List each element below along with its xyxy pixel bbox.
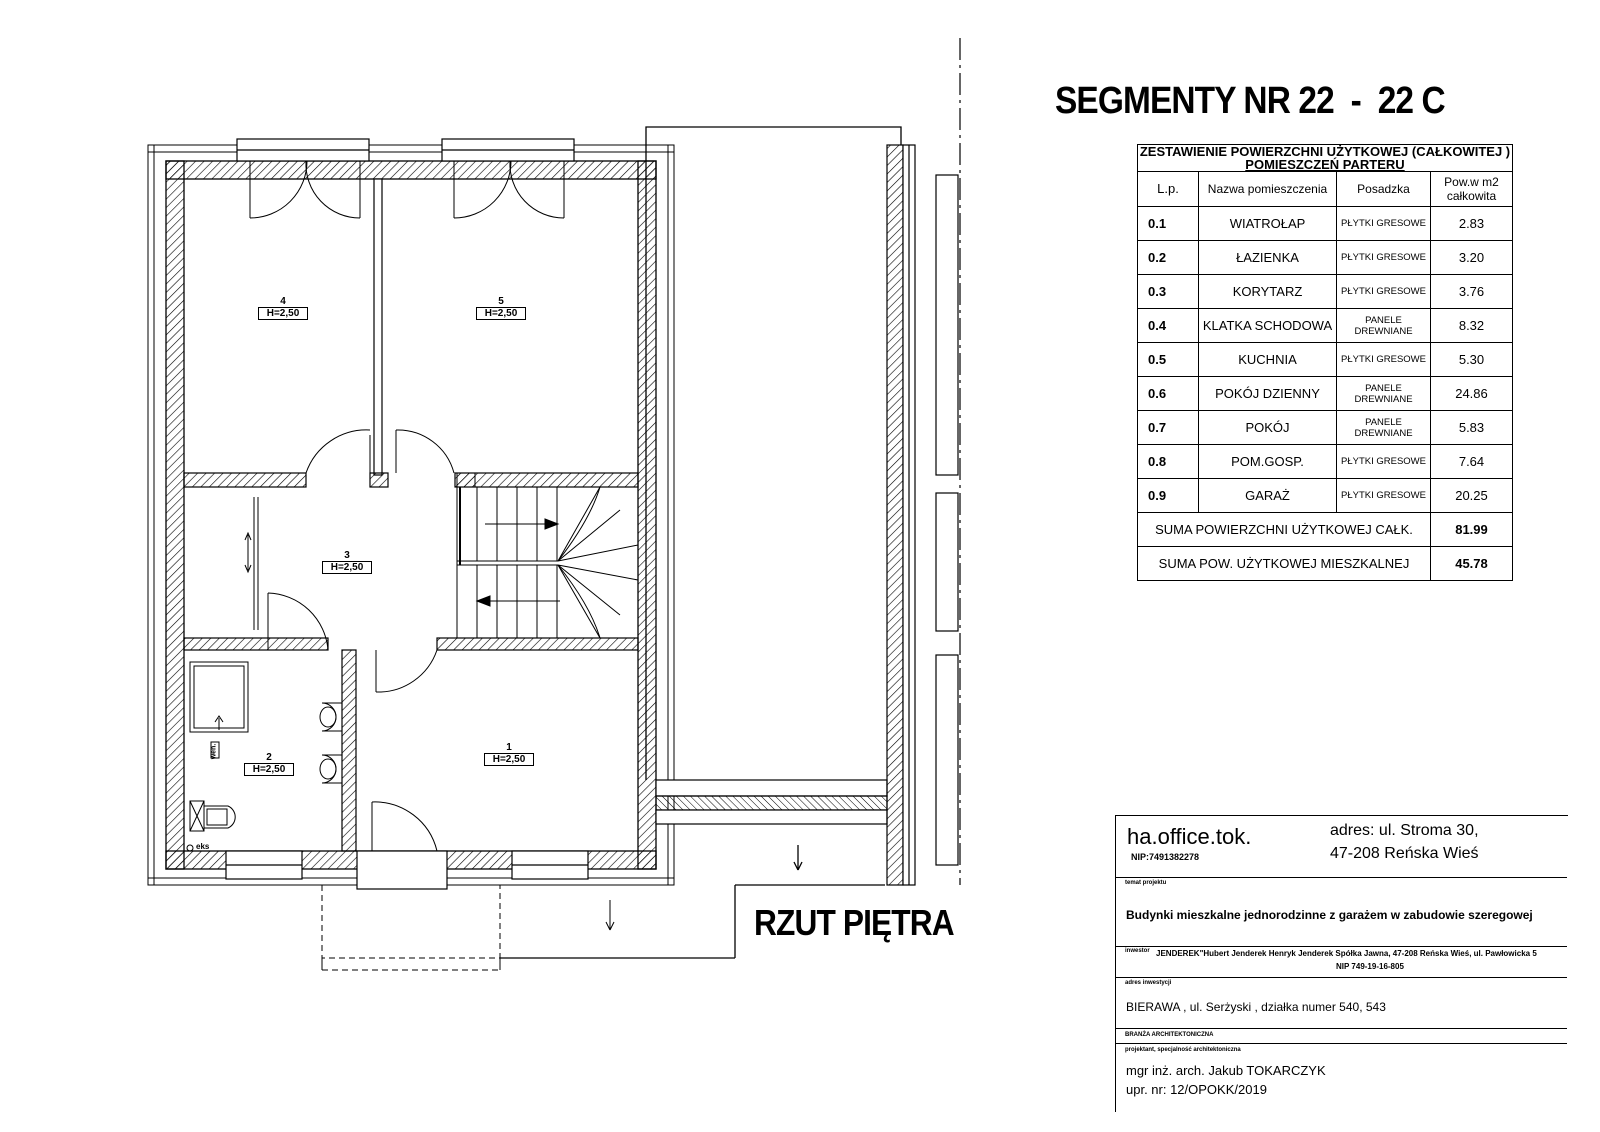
row-name: POKÓJ [1199,411,1337,445]
row-floor [1337,309,1431,343]
row-area: 20.25 [1431,479,1513,513]
row-name: ŁAZIENKA [1199,241,1337,275]
row-lp: 0.1 [1138,207,1199,241]
tb-line-2 [1115,946,1567,947]
room1-door [376,650,437,692]
label-branch: BRANŻA ARCHITEKTONICZNA [1125,1032,1214,1038]
tb-line-1 [1115,877,1567,878]
area-table [1137,144,1513,581]
office-address-2: 47-208 Reńska Wieś [1330,845,1479,862]
row-lp: 0.3 [1138,275,1199,309]
row-lp: 0.2 [1138,241,1199,275]
room-number: 5 [498,296,504,307]
row-area: 8.32 [1431,309,1513,343]
tb-line-4 [1115,1028,1567,1029]
garage-beam [656,780,887,824]
row-name: KUCHNIA [1199,343,1337,377]
table-row [1138,479,1513,513]
row-floor-line1: PŁYTKI GRESOWE [1341,252,1426,263]
row-floor-line1: PŁYTKI GRESOWE [1341,456,1426,467]
caption-line-2: POMIESZCZEŃ PARTERU [1245,157,1405,172]
row-floor [1337,241,1431,275]
label-topic: temat projektu [1125,880,1167,886]
table-row [1138,275,1513,309]
row-area: 5.30 [1431,343,1513,377]
tb-line-3 [1115,977,1567,978]
room-height: H=2,50 [476,307,526,320]
row-floor-line1: PŁYTKI GRESOWE [1341,218,1426,229]
row-floor [1337,479,1431,513]
plan-title: RZUT PIĘTRA [754,902,954,943]
room-label-1 [484,742,534,766]
label-investor: inwestor [1125,948,1150,954]
outer-walls [166,161,656,869]
row-area: 2.83 [1431,207,1513,241]
row-floor-line1: PANELE [1365,314,1402,326]
row-lp: 0.5 [1138,343,1199,377]
bottom-windows [226,851,588,889]
room-number: 3 [344,550,350,561]
row-floor-line1: PŁYTKI GRESOWE [1341,286,1426,297]
room-label-2 [244,752,294,776]
table-row [1138,377,1513,411]
row-floor [1337,207,1431,241]
tb-line-5 [1115,1043,1567,1044]
room-label-5 [476,296,526,320]
row-name: POKÓJ DZIENNY [1199,377,1337,411]
col-name: Nazwa pomieszczenia [1199,172,1337,207]
row-lp: 0.8 [1138,445,1199,479]
neighbour-wall [887,145,958,885]
row-floor-line1: PŁYTKI GRESOWE [1341,354,1426,365]
row-name: WIATROŁAP [1199,207,1337,241]
row-floor-line2: DREWNIANE [1354,427,1413,439]
row-area: 24.86 [1431,377,1513,411]
caption-line-1: ZESTAWIENIE POWIERZCHNI UŻYTKOWEJ (CAŁKOWITEJ ) [1139,144,1511,159]
row-floor [1337,275,1431,309]
sum-total-value: 81.99 [1431,513,1513,547]
col-area-line2: całkowita [1446,189,1497,203]
room-label-4 [258,296,308,320]
sum-living-row [1138,547,1513,581]
row-lp: 0.7 [1138,411,1199,445]
canopy-outline [322,885,614,970]
row-floor [1337,377,1431,411]
investment-address: BIERAWA , ul. Serżyski , działka numer 540, 543 [1126,1000,1386,1014]
room-height: H=2,50 [258,307,308,320]
table-row [1138,207,1513,241]
row-area: 3.76 [1431,275,1513,309]
entrance-door [372,802,437,851]
row-floor [1337,411,1431,445]
interior-walls [184,179,638,851]
row-lp: 0.6 [1138,377,1199,411]
office-nip: NIP:7491382278 [1131,852,1200,862]
col-area [1431,172,1513,207]
row-name: GARAŻ [1199,479,1337,513]
row-floor-line1: PANELE [1365,416,1402,428]
sum-total-label: SUMA POWIERZCHNI UŻYTKOWEJ CAŁK. [1138,513,1431,547]
row-lp: 0.9 [1138,479,1199,513]
room-number: 1 [506,742,512,753]
room-height: H=2,50 [322,561,372,574]
col-floor: Posadzka [1337,172,1431,207]
col-lp: L.p. [1138,172,1199,207]
table-row [1138,241,1513,275]
sum-total-row [1138,513,1513,547]
table-row [1138,411,1513,445]
investor-line-1: JENDEREK"Hubert Jenderek Henryk Jenderek Spółka Jawna, 47-208 Reńska Wieś, ul. Pawłowicka 5 [1156,949,1537,958]
row-floor-line2: DREWNIANE [1354,393,1413,405]
row-name: POM.GOSP. [1199,445,1337,479]
row-floor [1337,343,1431,377]
row-area: 3.20 [1431,241,1513,275]
table-row [1138,309,1513,343]
label-address: adres inwestycji [1125,980,1172,986]
col-area-line1: Pow.w m2 [1444,175,1499,189]
row-floor-line2: DREWNIANE [1354,325,1413,337]
office-address-1: adres: ul. Stroma 30, [1330,822,1479,839]
room-number: 4 [280,296,286,307]
project-topic: Budynki mieszkalne jednorodzinne z garażem w zabudowie szeregowej [1126,908,1533,922]
table-row [1138,445,1513,479]
row-lp: 0.4 [1138,309,1199,343]
wardrobe [245,497,258,630]
designer-line-2: upr. nr: 12/OPOKK/2019 [1126,1082,1267,1097]
sum-living-label: SUMA POW. UŻYTKOWEJ MIESZKALNEJ [1138,547,1431,581]
garage-outline [500,127,901,958]
staircase [457,473,638,638]
row-floor-line1: PANELE [1365,382,1402,394]
designer-line-1: mgr inż. arch. Jakub TOKARCZYK [1126,1063,1326,1078]
table-header-row [1138,172,1513,207]
room-height: H=2,50 [244,763,294,776]
insulation-lines [148,145,674,885]
eks-label: eks [196,842,210,851]
vent-label: wen. [210,743,218,760]
row-floor-line1: PŁYTKI GRESOWE [1341,490,1426,501]
page-title: SEGMENTY NR 22 - 22 C [1055,80,1445,122]
sum-living-value: 45.78 [1431,547,1513,581]
room-height: H=2,50 [484,753,534,766]
office-name: ha.office.tok. [1127,824,1252,849]
table-caption-row [1138,145,1513,172]
room-number: 2 [266,752,272,763]
row-area: 7.64 [1431,445,1513,479]
investor-line-2: NIP 749-19-16-805 [1336,962,1404,971]
row-floor [1337,445,1431,479]
label-designer: projektant, specjalność architektoniczna [1125,1047,1241,1053]
row-name: KORYTARZ [1199,275,1337,309]
row-name: KLATKA SCHODOWA [1199,309,1337,343]
table-caption [1138,145,1513,172]
room-label-3 [322,550,372,574]
row-area: 5.83 [1431,411,1513,445]
top-windows [237,139,574,161]
table-row [1138,343,1513,377]
